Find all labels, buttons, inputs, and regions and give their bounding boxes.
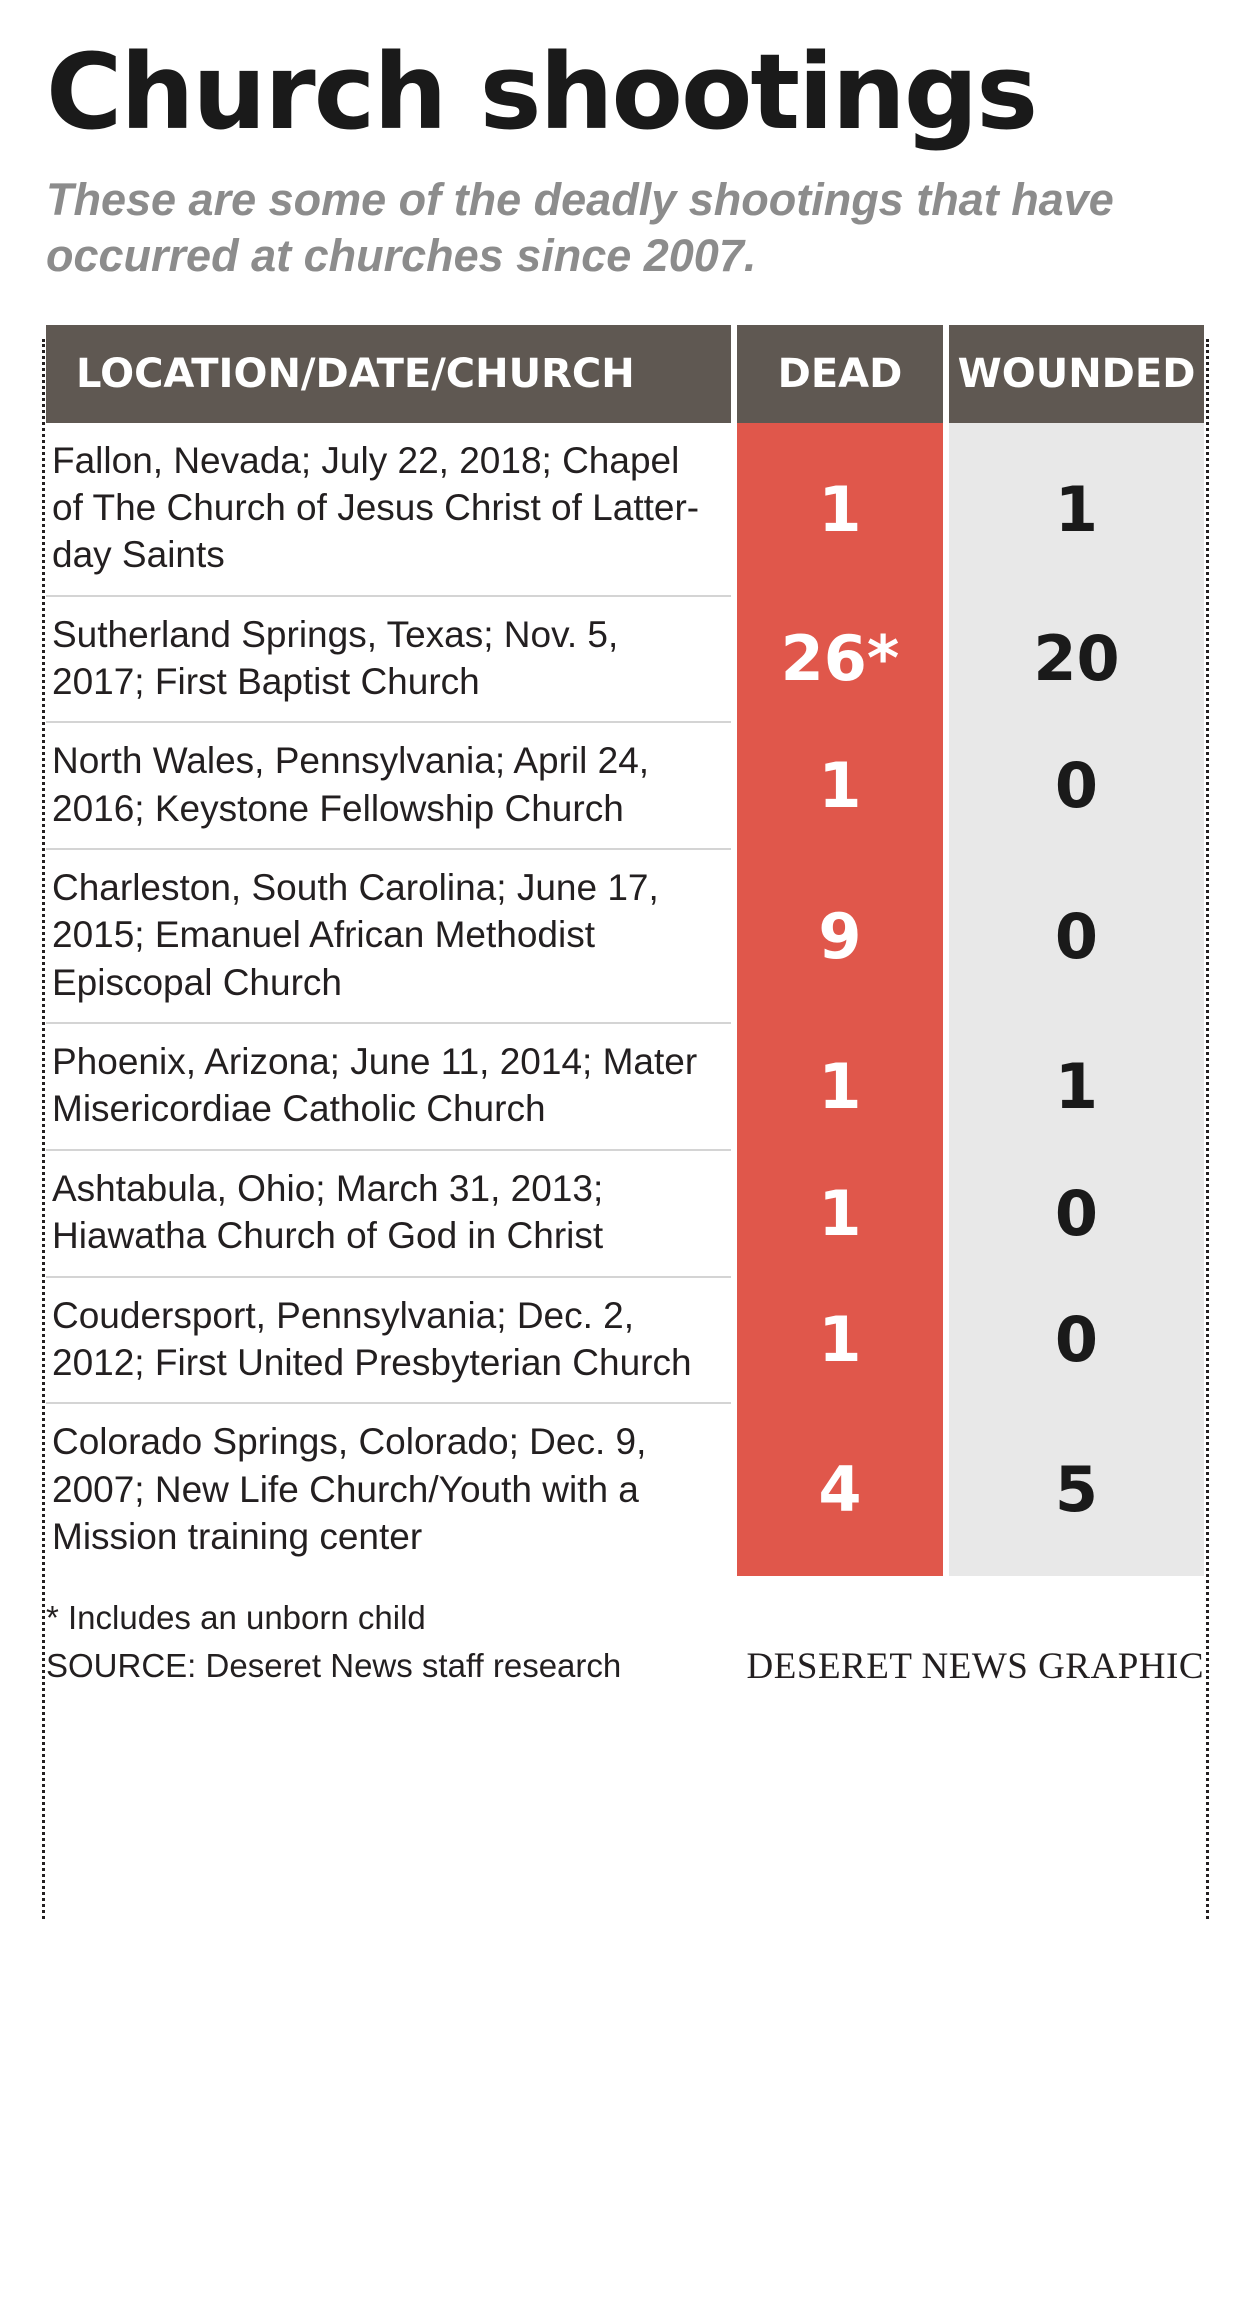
cell-location: Coudersport, Pennsylvania; Dec. 2, 2012; First United Presbyterian Church [46,1277,734,1404]
cell-wounded: 1 [946,1023,1204,1150]
cell-wounded: 1 [946,423,1204,596]
graphic-credit: DESERET NEWS GRAPHIC [746,1646,1204,1688]
cell-dead: 26* [734,596,946,723]
table-row [46,1150,1204,1277]
table-row [46,1277,1204,1404]
table-row [46,596,1204,723]
cell-location: Phoenix, Arizona; June 11, 2014; Mater Misericordiae Catholic Church [46,1023,734,1150]
cell-dead: 9 [734,849,946,1023]
table-row [46,1023,1204,1150]
shootings-table [46,325,1204,1577]
table-header-row [46,325,1204,423]
column-header-wounded: WOUNDED [946,325,1204,423]
page-title: Church shootings [46,31,1037,153]
cell-wounded: 0 [946,1150,1204,1277]
cell-wounded: 0 [946,1277,1204,1404]
table-body [46,423,1204,1577]
left-dashed-rule [42,339,45,1919]
cell-dead: 1 [734,1277,946,1404]
column-header-dead: DEAD [734,325,946,423]
table-row [46,1403,1204,1576]
cell-dead: 1 [734,722,946,849]
source-line: SOURCE: Deseret News staff research [46,1647,622,1685]
footnote: * Includes an unborn child [46,1599,426,1637]
cell-wounded: 0 [946,849,1204,1023]
cell-location: Ashtabula, Ohio; March 31, 2013; Hiawatha Church of God in Christ [46,1150,734,1277]
table-row [46,423,1204,596]
cell-location: North Wales, Pennsylvania; April 24, 2016; Keystone Fellowship Church [46,722,734,849]
cell-location: Fallon, Nevada; July 22, 2018; Chapel of The Church of Jesus Christ of Latter-day Saints [46,423,734,596]
cell-dead: 1 [734,1150,946,1277]
table-header [46,325,1204,423]
column-header-location: LOCATION/DATE/CHURCH [46,325,734,423]
cell-dead: 4 [734,1403,946,1576]
cell-location: Charleston, South Carolina; June 17, 2015; Emanuel African Methodist Episcopal Church [46,849,734,1023]
cell-dead: 1 [734,423,946,596]
cell-location: Sutherland Springs, Texas; Nov. 5, 2017; First Baptist Church [46,596,734,723]
cell-location: Colorado Springs, Colorado; Dec. 9, 2007; New Life Church/Youth with a Mission training center [52,1421,647,1557]
cell-wounded: 0 [946,722,1204,849]
cell-wounded: 5 [946,1403,1204,1576]
footer [46,1594,1204,1690]
cell-wounded: 20 [946,596,1204,723]
page-subtitle: These are some of the deadly shootings that have occurred at churches since 2007. [46,174,1114,282]
table-row [46,722,1204,849]
table-row [46,849,1204,1023]
right-dashed-rule [1206,339,1209,1919]
cell-dead: 1 [734,1023,946,1150]
